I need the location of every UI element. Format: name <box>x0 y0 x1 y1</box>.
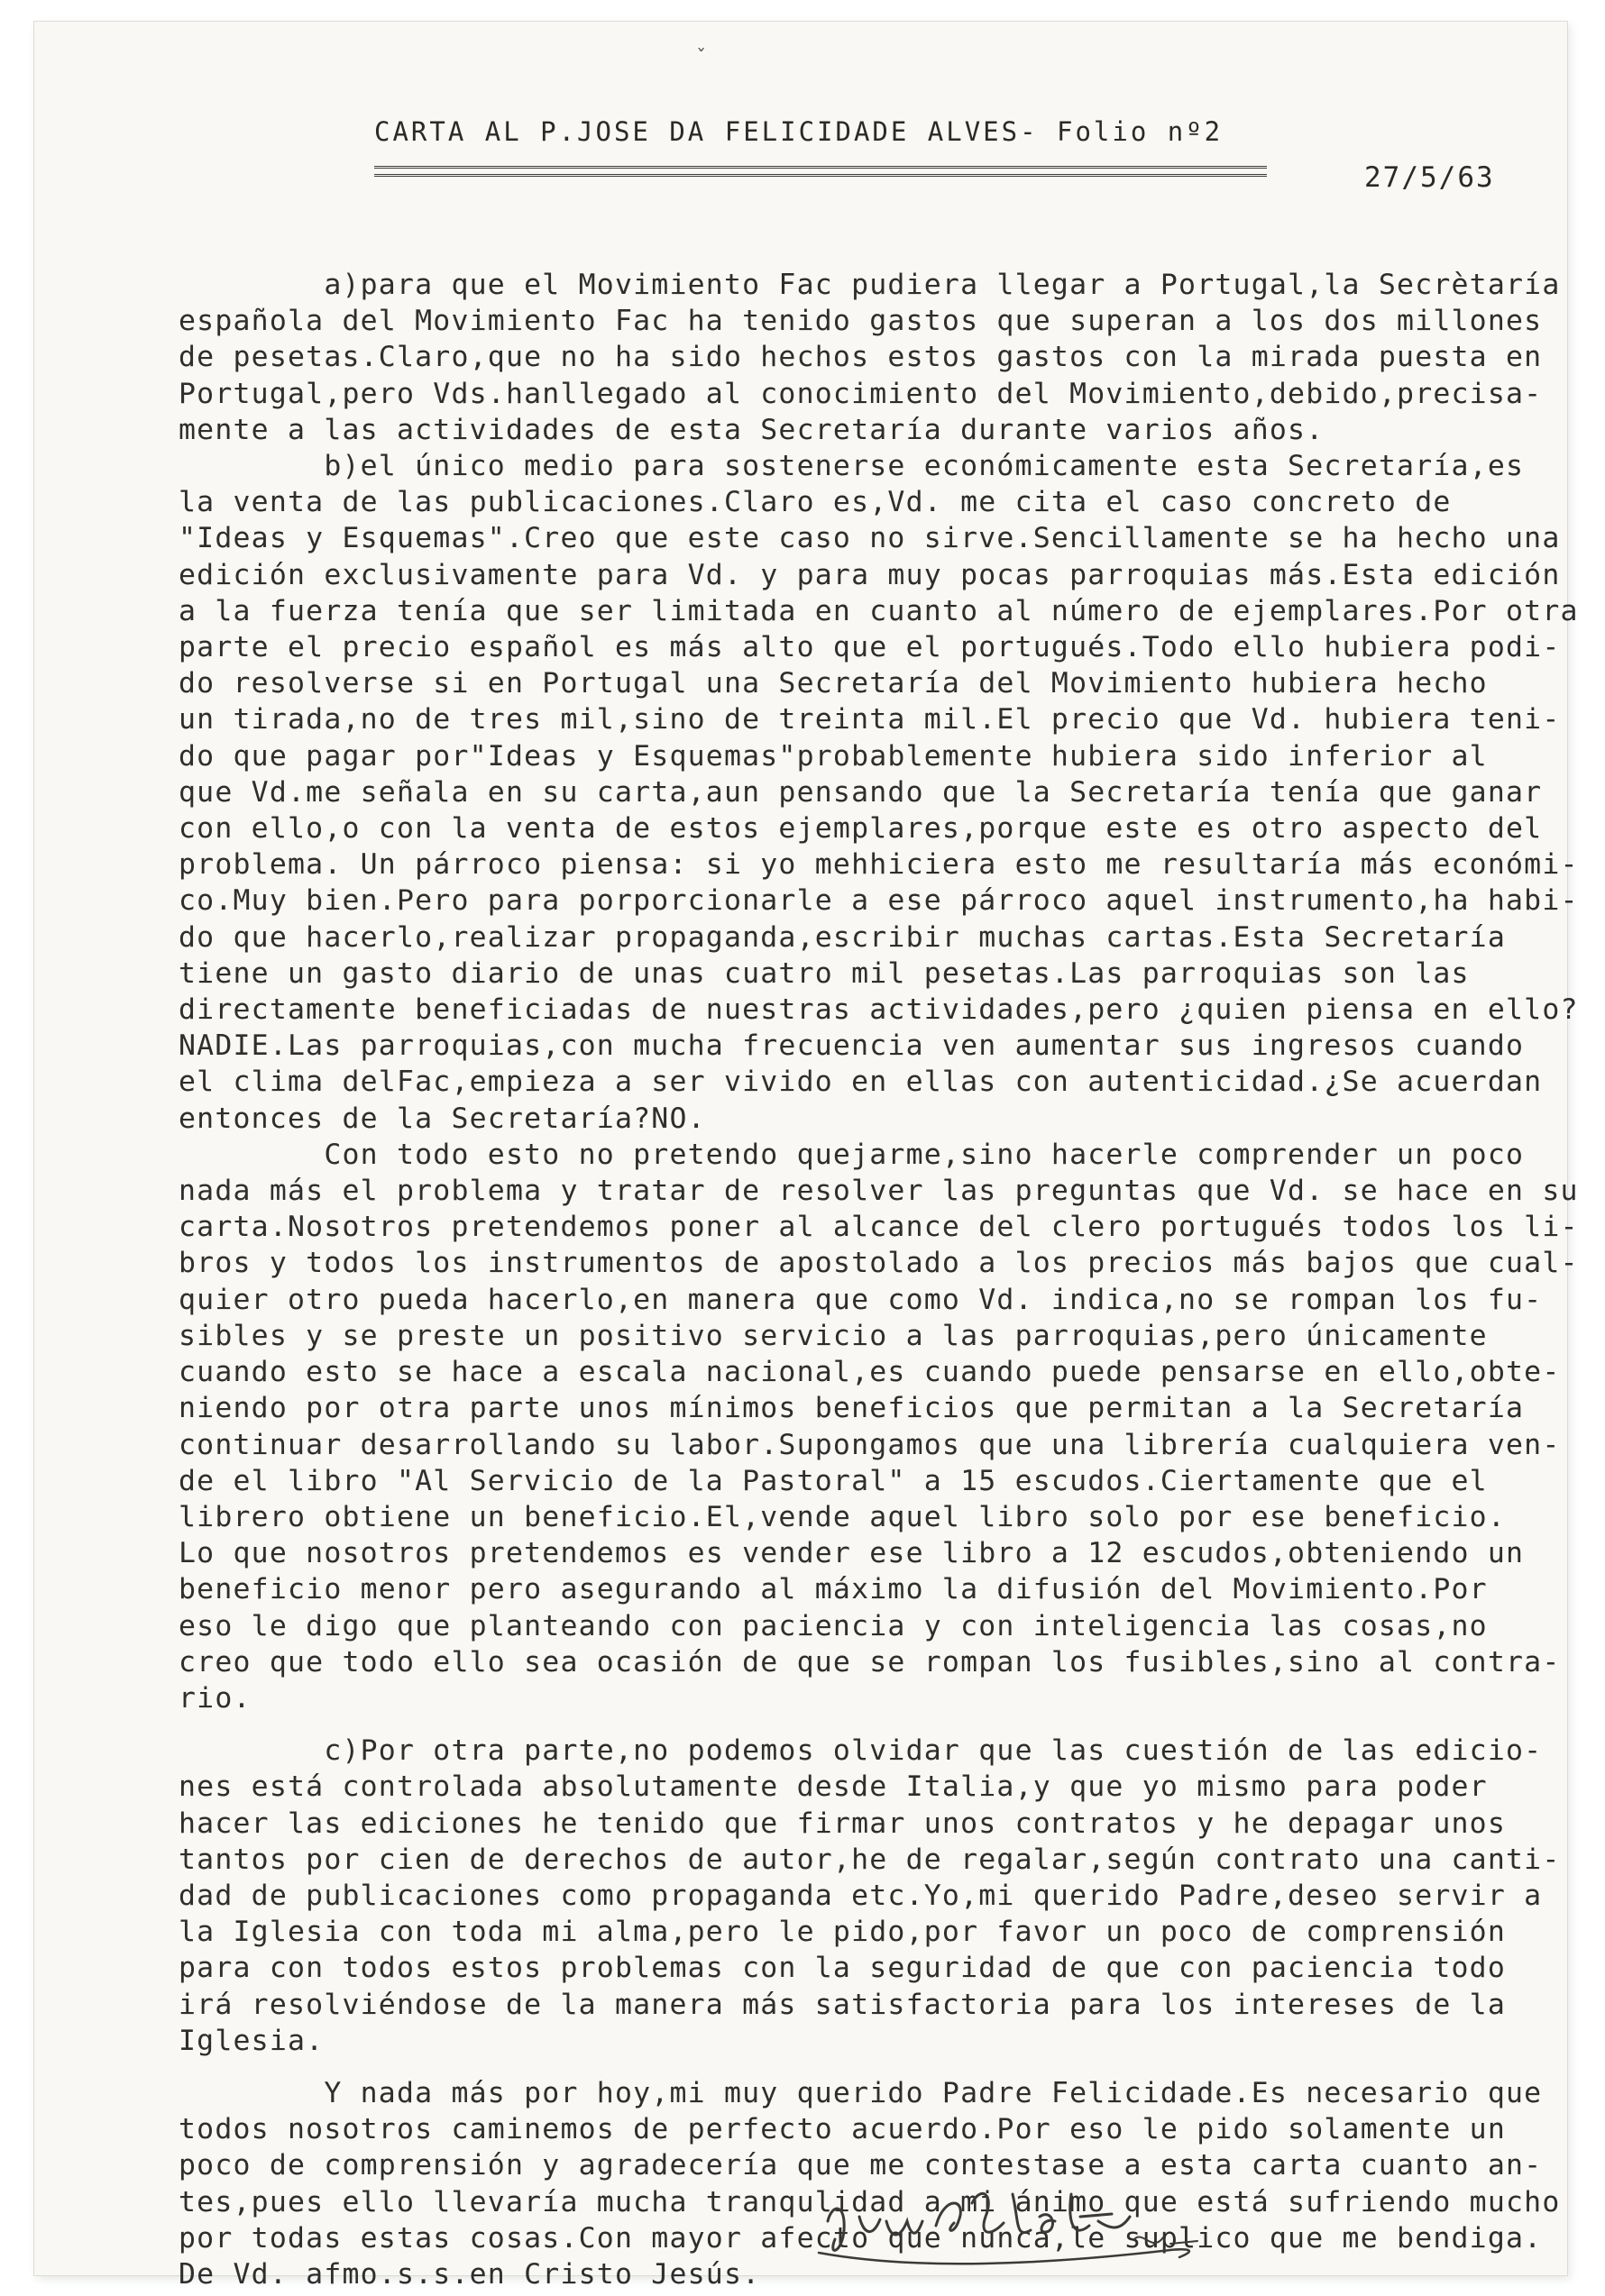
letter-line: la Iglesia con toda mi alma,pero le pido,por favor un poco de comprensión <box>179 1916 1507 1949</box>
letter-line: "Ideas y Esquemas".Creo que este caso no sirve.Sencillamente se ha hecho una <box>179 522 1561 555</box>
letter-line: todos nosotros caminemos de perfecto acuerdo.Por eso le pido solamente un <box>179 2113 1507 2146</box>
letter-line: Lo que nosotros pretendemos es vender ese libro a 12 escudos,obteniendo un <box>179 1537 1525 1570</box>
letter-body <box>179 267 1605 2292</box>
letter-line: De Vd. afmo.s.s.en Cristo Jesús. <box>179 2257 761 2291</box>
header-double-rule <box>374 166 1267 177</box>
letter-line: Con todo esto no pretendo quejarme,sino hacerle comprender un poco <box>179 1138 1525 1171</box>
letter-line: beneficio menor pero asegurando al máximo la difusión del Movimiento.Por <box>179 1573 1488 1606</box>
letter-line: co.Muy bien.Pero para porporcionarle a ese párroco aquel instrumento,ha habi- <box>179 884 1579 918</box>
letter-line: eso le digo que planteando con paciencia y con inteligencia las cosas,no <box>179 1609 1488 1642</box>
letter-line: librero obtiene un beneficio.El,vende aquel libro solo por ese beneficio. <box>179 1500 1507 1533</box>
letter-line: tiene un gasto diario de unas cuatro mil pesetas.Las parroquias son las <box>179 956 1470 990</box>
letter-line: directamente beneficiadas de nuestras actividades,pero ¿quien piensa en ello? <box>179 993 1579 1027</box>
letter-line <box>179 2059 1605 2075</box>
letter-line: b)el único medio para sostenerse económicamente esta Secretaría,es <box>179 450 1525 483</box>
signature <box>810 2167 1279 2284</box>
letter-line: NADIE.Las parroquias,con mucha frecuencia ven aumentar sus ingresos cuando <box>179 1029 1525 1063</box>
letter-line: niendo por otra parte unos mínimos beneficios que permitan a la Secretaría <box>179 1392 1525 1425</box>
letter-line: un tirada,no de tres mil,sino de treinta mil.El precio que Vd. hubiera teni- <box>179 703 1561 736</box>
letter-line: dad de publicaciones como propaganda etc.Yo,mi querido Padre,deseo servir a <box>179 1879 1543 1912</box>
letter-line: tantos por cien de derechos de autor,he de regalar,según contrato una canti- <box>179 1843 1561 1876</box>
letter-line: problema. Un párroco piensa: si yo mehhiciera esto me resultaría más económi- <box>179 848 1579 882</box>
letter-line: la venta de las publicaciones.Claro es,Vd. me cita el caso concreto de <box>179 486 1452 519</box>
letter-line: nada más el problema y tratar de resolver las preguntas que Vd. se hace en su <box>179 1175 1579 1208</box>
letter-line: nes está controlada absolutamente desde Italia,y que yo mismo para poder <box>179 1770 1488 1804</box>
letter-line: a)para que el Movimiento Fac pudiera llegar a Portugal,la Secrètaría <box>179 269 1561 301</box>
letter-line: de pesetas.Claro,que no ha sido hechos estos gastos con la mirada puesta en <box>179 341 1543 374</box>
letter-line: Portugal,pero Vds.hanllegado al conocimiento del Movimiento,debido,precisa- <box>179 377 1543 410</box>
letter-line: entonces de la Secretaría?NO. <box>179 1102 706 1135</box>
letter-line: carta.Nosotros pretendemos poner al alcance del clero portugués todos los li- <box>179 1211 1579 1244</box>
letter-line: tes,pues ello llevaría mucha tranqulidad a mi ánimo que está sufriendo mucho <box>179 2185 1561 2218</box>
letter-line: poco de comprensión y agradecería que me contestase a esta carta cuanto an- <box>179 2149 1543 2182</box>
letter-line: a la fuerza tenía que ser limitada en cuanto al número de ejemplares.Por otra <box>179 594 1579 627</box>
letter-line: irá resolviéndose de la manera más satisfactoria para los intereses de la <box>179 1988 1507 2021</box>
letter-line: cuando esto se hace a escala nacional,es cuando puede pensarse en ello,obte- <box>179 1356 1561 1389</box>
letter-line: para con todos estos problemas con la seguridad de que con paciencia todo <box>179 1952 1507 1985</box>
letter-line: Iglesia. <box>179 2024 325 2057</box>
letter-line: española del Movimiento Fac ha tenido gastos que superan a los dos millones <box>179 305 1543 338</box>
letter-line: bros y todos los instrumentos de apostolado a los precios más bajos que cual- <box>179 1247 1579 1280</box>
letter-line: por todas estas cosas.Con mayor afecto que nunca,le suplico que me bendiga. <box>179 2221 1543 2255</box>
letter-line: con ello,o con la venta de estos ejemplares,porque este es otro aspecto del <box>179 812 1543 846</box>
letter-line: que Vd.me señala en su carta,aun pensando que la Secretaría tenía que ganar <box>179 775 1543 809</box>
letter-line: mente a las actividades de esta Secretaría durante varios años. <box>179 413 1325 446</box>
letter-line: c)Por otra parte,no podemos olvidar que las cuestión de las edicio- <box>179 1734 1543 1768</box>
letter-header: CARTA AL P.JOSE DA FELICIDADE ALVES- Folio nº2 <box>374 116 1224 147</box>
letter-page <box>34 22 1579 2291</box>
letter-line: continuar desarrollando su labor.Supongamos que una librería cualquiera ven- <box>179 1428 1561 1461</box>
letter-line <box>179 1716 1605 1733</box>
letter-line: sibles y se preste un positivo servicio a las parroquias,pero únicamente <box>179 1319 1488 1352</box>
letter-line: do que pagar por"Ideas y Esquemas"probablemente hubiera sido inferior al <box>179 739 1488 773</box>
letter-line: el clima delFac,empieza a ser vivido en ellas con autenticidad.¿Se acuerdan <box>179 1066 1543 1099</box>
margin-mark: ˇ <box>695 47 708 69</box>
letter-line: de el libro "Al Servicio de la Pastoral" a 15 escudos.Ciertamente que el <box>179 1464 1488 1497</box>
letter-line: do que hacerlo,realizar propaganda,escribir muchas cartas.Esta Secretaría <box>179 920 1507 954</box>
letter-line: Y nada más por hoy,mi muy querido Padre Felicidade.Es necesario que <box>179 2076 1543 2109</box>
letter-line: do resolverse si en Portugal una Secretaría del Movimiento hubiera hecho <box>179 667 1488 700</box>
letter-line: quier otro pueda hacerlo,en manera que como Vd. indica,no se rompan los fu- <box>179 1283 1543 1316</box>
letter-line: hacer las ediciones he tenido que firmar unos contratos y he depagar unos <box>179 1807 1507 1840</box>
letter-line: parte el precio español es más alto que el portugués.Todo ello hubiera podi- <box>179 631 1561 664</box>
letter-line: rio. <box>179 1681 252 1715</box>
letter-line: creo que todo ello sea ocasión de que se rompan los fusibles,sino al contra- <box>179 1645 1561 1679</box>
letter-date: 27/5/63 <box>1364 161 1495 194</box>
letter-line: edición exclusivamente para Vd. y para muy pocas parroquias más.Esta edición <box>179 558 1561 591</box>
